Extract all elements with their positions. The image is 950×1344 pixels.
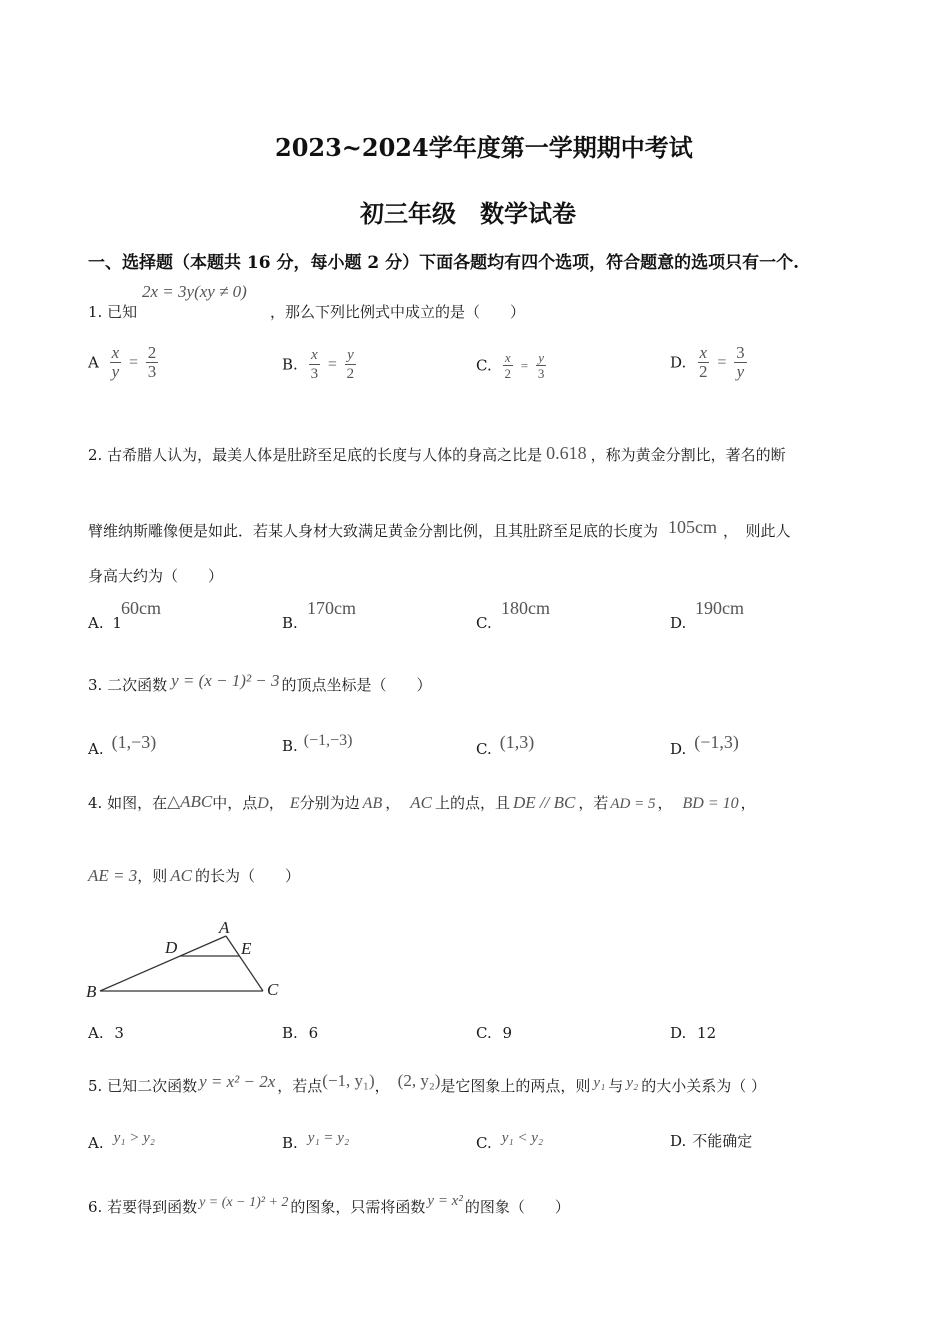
q1-condition: 2x = 3y(xy ≠ 0): [142, 282, 247, 301]
q3-option-d[interactable]: D. (−1,3): [670, 732, 739, 758]
q2-option-c-value: 180cm: [501, 598, 550, 618]
q1-option-a-label: A: [88, 353, 99, 372]
q6-function1: y = (x − 1)² + 2: [199, 1195, 289, 1210]
q4-option-b[interactable]: B. 6: [282, 1024, 319, 1042]
q2-option-a-value: 60cm: [121, 598, 161, 618]
q5-option-c[interactable]: C. y₁ < y₂: [476, 1130, 544, 1152]
q2-line2: 臂维纳斯雕像便是如此．若某人身材大致满足黄金分割比例，且其肚跻至足底的长度为 105cm ， 则此人: [88, 517, 791, 540]
point-d: D: [165, 938, 178, 957]
vertex-a: A: [219, 918, 230, 937]
q1-option-b[interactable]: B. $\frac{x}{3}$ = $\frac{y}{2}$: [282, 347, 355, 382]
q4-line1: 4. 如图，在△ABC中，点D， E分别为边 AB ， AC 上的点，且 DE // BC ，若 AD = 5 ， BD = 10 ，: [88, 792, 756, 812]
q2-line3: 身高大约为（ ）: [88, 567, 224, 585]
q3-option-c[interactable]: C. (1,3): [476, 732, 535, 758]
q3-option-a[interactable]: A. (1,−3): [88, 732, 157, 758]
q1-b-left-fraction: $\frac{x}{3}$: [310, 347, 319, 382]
q6-function2: y = x²: [427, 1193, 463, 1209]
q1-d-right-fraction: $\frac{3}{y}$: [736, 343, 745, 381]
q1-option-b-label: B.: [282, 355, 298, 374]
q2-option-b-value: 170cm: [307, 598, 356, 618]
q1-option-d[interactable]: D. $\frac{x}{2}$ = $\frac{3}{y}$: [670, 343, 745, 381]
q1-option-a[interactable]: A $\frac{x}{y}$ = $\frac{2}{3}$: [88, 343, 157, 381]
q5-function: y = x² − 2x: [199, 1072, 276, 1091]
q2-option-d-value: 190cm: [695, 598, 744, 618]
q1-option-c[interactable]: C. $\frac{x}{2}$ = $\frac{y}{3}$: [476, 350, 545, 381]
q4-option-d[interactable]: D. 12: [670, 1024, 717, 1042]
exam-title: 2023~2024学年度第一学期期中考试: [275, 133, 693, 162]
q1-a-right-fraction: $\frac{2}{3}$: [147, 343, 157, 381]
q1-stem: ，那么下列比例式中成立的是（ ）: [270, 303, 526, 321]
q2-length: 105cm: [668, 517, 718, 537]
exam-subtitle: 初三年级 数学试卷: [360, 199, 576, 228]
q1-option-c-label: C.: [476, 356, 492, 375]
q2-line1: 2. 古希腊人认为，最美人体是肚跻至足底的长度与人体的身高之比是 0.618 ，称为黄金分割比，著名的断: [88, 443, 786, 464]
q1-c-left-fraction: $\frac{x}{2}$: [504, 350, 511, 381]
q3-function: y = (x − 1)² − 3: [171, 671, 280, 690]
q1-a-left-fraction: $\frac{x}{y}$: [111, 343, 120, 381]
q3-option-b[interactable]: B. (−1,−3): [282, 732, 353, 755]
point-e: E: [241, 939, 252, 958]
q4-option-a[interactable]: A. 3: [88, 1024, 124, 1042]
q2-option-b[interactable]: B.: [282, 614, 298, 632]
q2-option-c[interactable]: C.: [476, 614, 492, 632]
q3-stem: 3. 二次函数 y = (x − 1)² − 3 的顶点坐标是（ ）: [88, 671, 432, 694]
section-heading: 一、选择题（本题共 16 分，每小题 2 分）下面各题均有四个选项，符合题意的选项只有一个.: [88, 253, 800, 273]
q1-number: 1. 已知: [88, 303, 138, 321]
q1-c-right-fraction: $\frac{y}{3}$: [537, 350, 545, 381]
q4-line2: AE = 3，则 AC 的长为（ ）: [88, 866, 301, 885]
q1-option-d-label: D.: [670, 353, 687, 372]
q5-option-b[interactable]: B. y₁ = y₂: [282, 1130, 350, 1152]
q2-option-d[interactable]: D.: [670, 614, 687, 632]
q5-stem: 5. 已知二次函数 y = x² − 2x ，若点(−1, y₁)， (2, y₂)是它图象上的两点，则 y₁ 与 y₂ 的大小关系为（ ）: [88, 1071, 766, 1095]
q6-stem: 6. 若要得到函数 y = (x − 1)² + 2 的图象，只需将函数 y = x² 的图象（ ）: [88, 1193, 570, 1216]
q5-option-d[interactable]: D. 不能确定: [670, 1132, 753, 1150]
side-ba: [100, 936, 226, 991]
vertex-b: B: [86, 982, 97, 1001]
q4-triangle-figure: [80, 915, 300, 1005]
vertex-c: C: [267, 980, 279, 999]
q1-d-left-fraction: $\frac{x}{2}$: [699, 343, 708, 381]
q2-option-a[interactable]: A. 1: [88, 614, 122, 632]
q4-option-c[interactable]: C. 9: [476, 1024, 513, 1042]
q5-option-a[interactable]: A. y₁ > y₂: [88, 1130, 155, 1152]
q1-b-right-fraction: $\frac{y}{2}$: [346, 347, 355, 382]
q2-ratio: 0.618: [546, 443, 587, 463]
